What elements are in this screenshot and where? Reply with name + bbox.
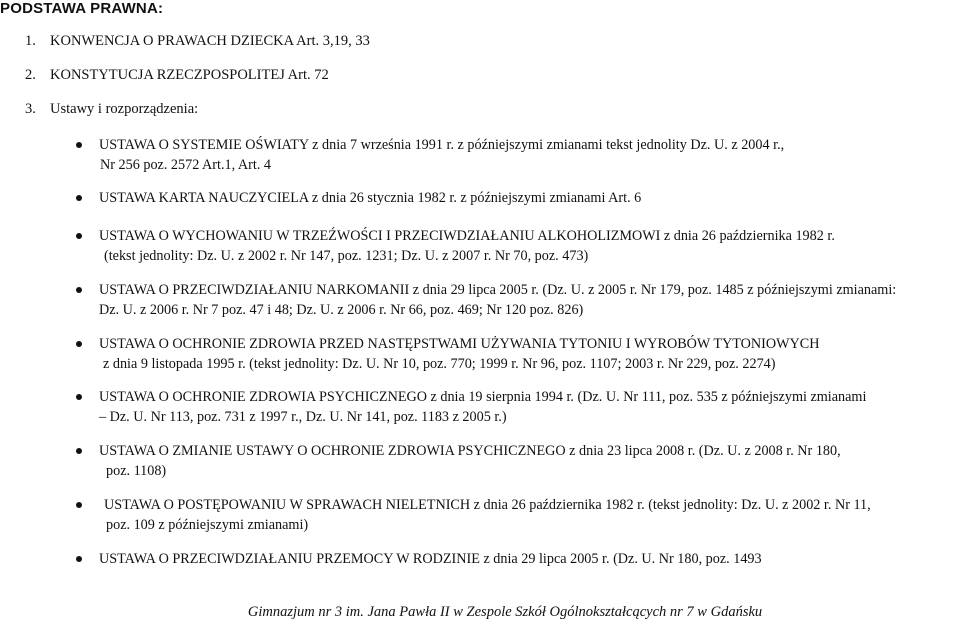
law-item-karta-nauczyciela [99, 188, 957, 208]
law-line: (tekst jednolity: Dz. U. z 2002 r. Nr 147, poz. 1231; Dz. U. z 2007 r. Nr 70, poz. 473) [104, 248, 589, 264]
law-line: Dz. U. z 2006 r. Nr 7 poz. 47 i 48; Dz. U. z 2006 r. Nr 66, poz. 469; Nr 120 poz. 826) [99, 302, 584, 318]
law-item-narkomania [99, 280, 957, 320]
item-text: KONWENCJA O PRAWACH DZIECKA Art. 3,19, 33 [50, 33, 370, 49]
item-text: Ustawy i rozporządzenia: [50, 101, 199, 117]
law-item-oswiata [99, 135, 957, 175]
bullet-icon [76, 233, 82, 239]
bullet-icon [76, 556, 82, 562]
bullet-icon [76, 142, 82, 148]
law-line: USTAWA O POSTĘPOWANIU W SPRAWACH NIELETNICH z dnia 26 października 1982 r. (tekst jednolity: Dz. U. z 2002 r. Nr 11, [104, 497, 871, 513]
law-item-zdrowie-psychiczne [99, 387, 957, 427]
law-line: USTAWA O SYSTEMIE OŚWIATY z dnia 7 września 1991 r. z późniejszymi zmianami tekst jednolity Dz. U. z 2004 r., [99, 137, 785, 153]
numbered-item-1 [25, 33, 370, 50]
item-number: 2. [25, 67, 36, 83]
section-heading: PODSTAWA PRAWNA: [0, 0, 164, 17]
law-line: – Dz. U. Nr 113, poz. 731 z 1997 r., Dz. U. Nr 141, poz. 1183 z 2005 r.) [99, 409, 507, 425]
law-line: USTAWA KARTA NAUCZYCIELA z dnia 26 stycznia 1982 r. z późniejszymi zmianami Art. 6 [99, 190, 642, 206]
bullet-icon [76, 341, 82, 347]
law-line: USTAWA O PRZECIWDZIAŁANIU PRZEMOCY W RODZINIE z dnia 29 lipca 2005 r. (Dz. U. Nr 180, poz. 1493 [99, 551, 762, 567]
law-line: USTAWA O WYCHOWANIU W TRZEŹWOŚCI I PRZECIWDZIAŁANIU ALKOHOLIZMOWI z dnia 26 października 1982 r. [99, 228, 835, 244]
law-line: USTAWA O PRZECIWDZIAŁANIU NARKOMANII z dnia 29 lipca 2005 r. (Dz. U. z 2005 r. Nr 179, poz. 1485 z późniejszymi zmianami: [99, 282, 897, 298]
law-item-zmiana-ustawy [99, 441, 957, 481]
bullet-icon [76, 394, 82, 400]
bullet-icon [76, 502, 82, 508]
law-line: Nr 256 poz. 2572 Art.1, Art. 4 [100, 157, 272, 173]
law-item-nieletni [99, 495, 957, 535]
numbered-item-3 [25, 101, 198, 118]
numbered-item-2 [25, 67, 329, 84]
law-item-tyton [99, 334, 957, 374]
law-line: poz. 109 z późniejszymi zmianami) [106, 517, 309, 533]
law-item-przemoc-w-rodzinie [99, 549, 957, 569]
bullet-icon [76, 195, 82, 201]
law-line: poz. 1108) [106, 463, 167, 479]
bullet-icon [76, 287, 82, 293]
page-footer: Gimnazjum nr 3 im. Jana Pawła II w Zespole Szkół Ogólnokształcących nr 7 w Gdańsku [247, 604, 763, 620]
bullet-icon [76, 448, 82, 454]
law-item-trzezwosc [99, 226, 957, 266]
law-line: z dnia 9 listopada 1995 r. (tekst jednolity: Dz. U. Nr 10, poz. 770; 1999 r. Nr 96, poz. 1107; 2003 r. Nr 229, poz. 2274) [103, 356, 776, 372]
item-number: 3. [25, 101, 36, 117]
law-line: USTAWA O OCHRONIE ZDROWIA PSYCHICZNEGO z dnia 19 sierpnia 1994 r. (Dz. U. Nr 111, poz. 535 z późniejszymi zmianami [99, 389, 867, 405]
item-text: KONSTYTUCJA RZECZPOSPOLITEJ Art. 72 [50, 67, 329, 83]
item-number: 1. [25, 33, 36, 49]
law-line: USTAWA O ZMIANIE USTAWY O OCHRONIE ZDROWIA PSYCHICZNEGO z dnia 23 lipca 2008 r. (Dz. U. z 2008 r. Nr 180, [99, 443, 841, 459]
law-line: USTAWA O OCHRONIE ZDROWIA PRZED NASTĘPSTWAMI UŻYWANIA TYTONIU I WYROBÓW TYTONIOWYCH [99, 336, 820, 352]
